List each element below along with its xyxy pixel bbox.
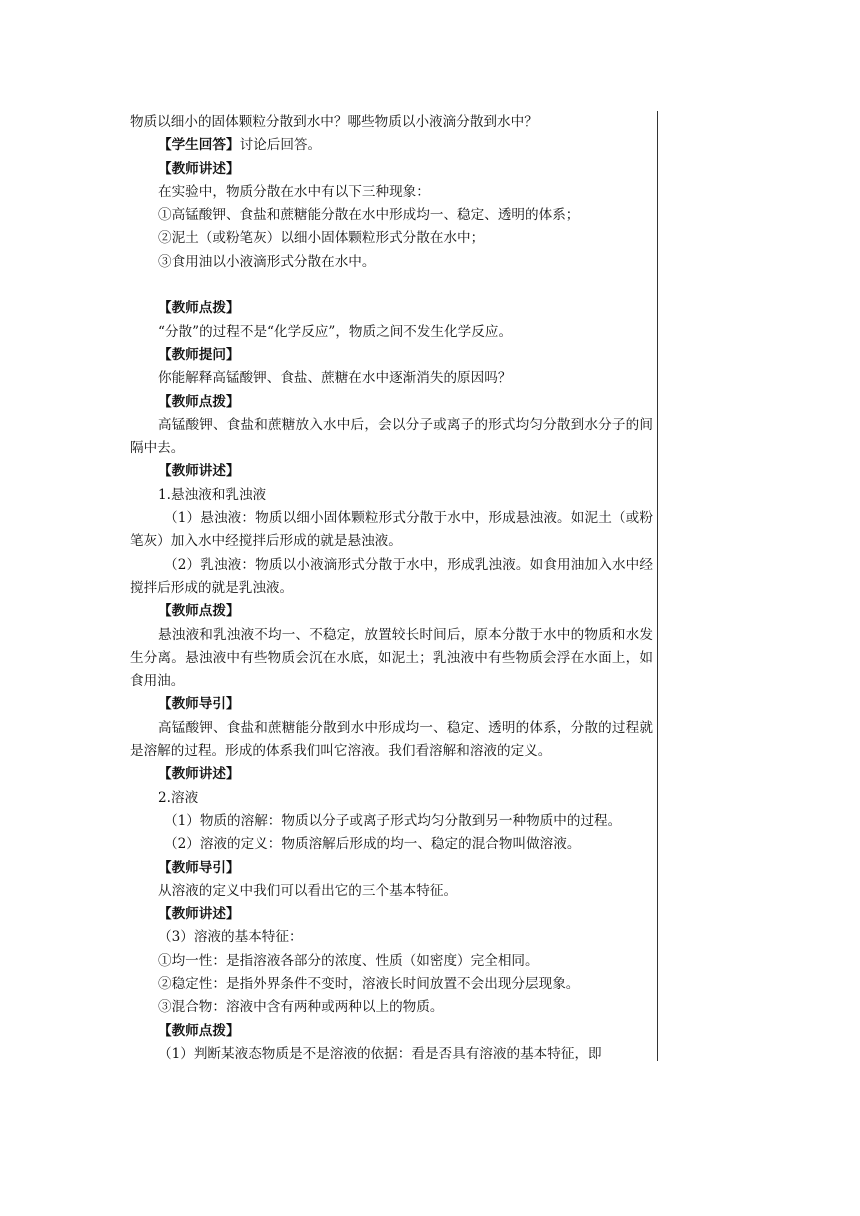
text-line: 你能解释高锰酸钾、食盐、蔗糖在水中逐渐消失的原因吗？ bbox=[158, 370, 512, 387]
text-line: ③食用油以小液滴形式分散在水中。 bbox=[158, 253, 376, 270]
subsection-title: 2.溶液 bbox=[158, 789, 199, 806]
text-line: ①均一性：是指溶液各部分的浓度、性质（如密度）完全相同。 bbox=[158, 952, 539, 969]
text-line: ②泥土（或粉笔灰）以细小固体颗粒形式分散在水中； bbox=[158, 230, 485, 247]
text-paragraph: （1）物质的溶解：物质以分子或离子形式均匀分散到另一种物质中的过程。 bbox=[164, 812, 622, 829]
text-line: ①高锰酸钾、食盐和蔗糖能分散在水中形成均一、稳定、透明的体系； bbox=[158, 207, 580, 224]
section-heading: 【教师导引】 bbox=[158, 859, 240, 876]
text-line: 在实验中，物质分散在水中有以下三种现象： bbox=[158, 183, 430, 200]
text-paragraph: 高锰酸钾、食盐和蔗糖能分散到水中形成均一、稳定、透明的体系，分散的过程就是溶解的过程。形成的体系我们叫它溶液。我们看溶解和溶液的定义。 bbox=[130, 719, 653, 760]
section-heading: 【教师讲述】 bbox=[158, 906, 240, 923]
section-heading: 【教师导引】 bbox=[158, 696, 240, 713]
text-line: “分散”的过程不是“化学反应”，物质之间不发生化学反应。 bbox=[158, 323, 513, 340]
section-heading: 【教师点拨】 bbox=[158, 393, 240, 410]
text-line: ③混合物：溶液中含有两种或两种以上的物质。 bbox=[158, 999, 444, 1016]
text-line: （2）溶液的定义：物质溶解后形成的均一、稳定的混合物叫做溶液。 bbox=[164, 836, 581, 853]
section-heading: 【教师点拨】 bbox=[158, 300, 240, 317]
text-paragraph: （2）乳浊液：物质以小液滴形式分散于水中，形成乳浊液。如食用油加入水中经搅拌后形成的就是乳浊液。 bbox=[130, 556, 653, 596]
subsection-title: 1.悬浊液和乳浊液 bbox=[158, 486, 267, 503]
section-heading: 【教师点拨】 bbox=[158, 1022, 240, 1039]
text-paragraph: 高锰酸钾、食盐和蔗糖放入水中后，会以分子或离子的形式均匀分散到水分子的间隔中去。 bbox=[130, 416, 653, 457]
table-border-line bbox=[657, 111, 658, 1061]
text-paragraph: （1）悬浊液：物质以细小固体颗粒形式分散于水中，形成悬浊液。如泥土（或粉笔灰）加入水中经搅拌后形成的就是悬浊液。 bbox=[130, 510, 653, 550]
text-paragraph: 悬浊液和乳浊液不均一、不稳定，放置较长时间后，原本分散于水中的物质和水发生分离。悬浊液中有些物质会沉在水底，如泥土；乳浊液中有些物质会浮在水面上，如食用油。 bbox=[130, 626, 653, 690]
text-line: （3）溶液的基本特征： bbox=[158, 929, 303, 946]
section-heading: 【教师讲述】 bbox=[158, 463, 240, 480]
blank-line bbox=[130, 274, 653, 297]
text-line: ②稳定性：是指外界条件不变时，溶液长时间放置不会出现分层现象。 bbox=[158, 975, 580, 992]
section-heading: 【教师讲述】 bbox=[158, 766, 240, 783]
text-line: 物质以细小的固体颗粒分散到水中？哪些物质以小液滴分散到水中？ bbox=[130, 114, 538, 130]
text-line: 讨论后回答。 bbox=[239, 137, 322, 154]
section-heading: 【教师讲述】 bbox=[158, 160, 240, 177]
text-line: （1）判断某液态物质是不是溶液的依据：看是否具有溶液的基本特征，即 bbox=[158, 1045, 602, 1062]
text-line: 从溶液的定义中我们可以看出它的三个基本特征。 bbox=[158, 882, 458, 899]
lesson-text bbox=[130, 111, 653, 1066]
section-heading: 【教师提问】 bbox=[158, 346, 240, 363]
section-heading: 【学生回答】讨论后回答。 bbox=[158, 137, 322, 154]
section-heading: 【教师点拨】 bbox=[158, 603, 240, 620]
